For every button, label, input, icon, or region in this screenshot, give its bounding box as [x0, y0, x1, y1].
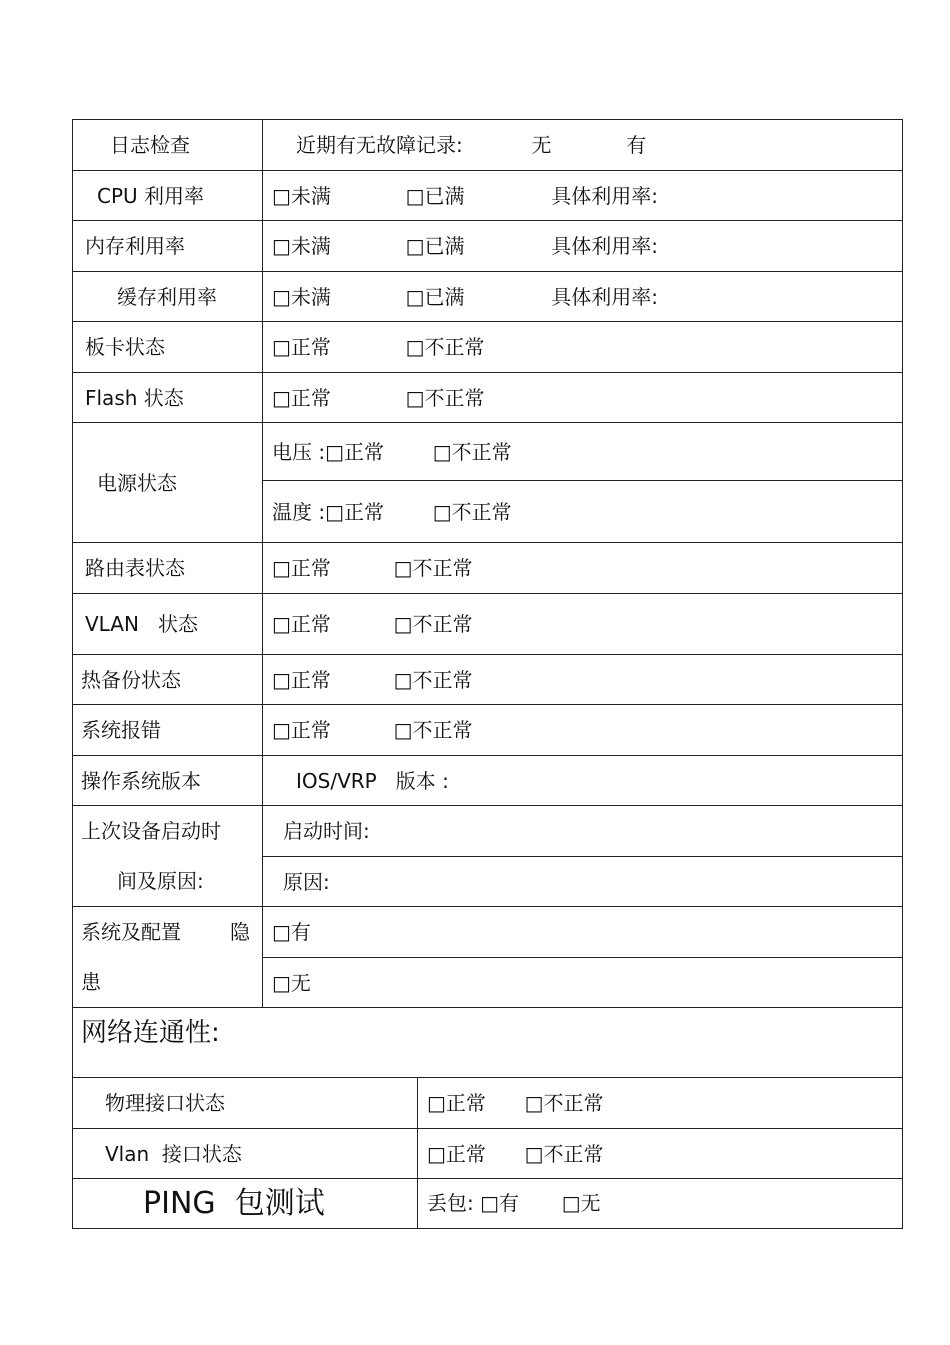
row-cache [73, 272, 903, 322]
phys-option-abnormal[interactable]: □不正常 [524, 1091, 604, 1115]
label-cache: 缓存利用率 [117, 284, 217, 309]
label-vlan: VLAN 状态 [85, 612, 198, 636]
boot-reason-label: 原因: [283, 869, 330, 894]
label-risk-c: 患 [81, 970, 101, 994]
log-option-has[interactable]: 有 [626, 133, 647, 157]
vlanif-option-normal[interactable]: □正常 [427, 1141, 486, 1166]
row-log-check [73, 120, 903, 171]
label-vlan-interface: Vlan 接口状态 [105, 1141, 242, 1166]
cache-option-notfull[interactable]: □未满 [272, 284, 331, 309]
label-boot-line1: 上次设备启动时 [81, 819, 221, 843]
row-flash [73, 373, 903, 423]
label-log-check: 日志检查 [110, 133, 190, 157]
vlanif-option-abnormal[interactable]: □不正常 [524, 1141, 604, 1166]
voltage-option-normal[interactable]: □正常 [325, 439, 385, 464]
network-table [72, 1007, 903, 1229]
label-board: 板卡状态 [85, 335, 165, 359]
label-ping: PING 包测试 [143, 1185, 325, 1221]
label-cpu: CPU 利用率 [97, 183, 205, 208]
log-question: 近期有无故障记录: [296, 133, 463, 157]
row-route [73, 543, 903, 594]
temp-prefix: 温度 : [272, 499, 326, 524]
flash-option-normal[interactable]: □正常 [272, 385, 331, 410]
row-vlan [73, 594, 903, 655]
row-ping [73, 1179, 903, 1229]
vlan-option-normal[interactable]: □正常 [272, 612, 331, 636]
row-power-voltage [73, 423, 903, 481]
row-memory [73, 221, 903, 272]
temp-option-normal[interactable]: □正常 [325, 499, 385, 524]
board-option-abnormal[interactable]: □不正常 [405, 335, 485, 359]
mem-usage-label: 具体利用率: [551, 234, 658, 258]
label-risk-b: 隐 [230, 920, 250, 944]
syserr-option-normal[interactable]: □正常 [272, 718, 331, 742]
inspection-form [72, 119, 902, 1229]
row-boot-time [73, 806, 903, 857]
cpu-option-notfull[interactable]: □未满 [272, 183, 331, 208]
mem-option-notfull[interactable]: □未满 [272, 234, 331, 258]
label-os: 操作系统版本 [81, 768, 201, 793]
cache-option-full[interactable]: □已满 [405, 284, 465, 309]
label-boot-line2: 间及原因: [117, 869, 204, 893]
syserr-option-abnormal[interactable]: □不正常 [393, 718, 473, 742]
route-option-normal[interactable]: □正常 [272, 556, 331, 580]
label-syserr: 系统报错 [81, 718, 161, 742]
route-option-abnormal[interactable]: □不正常 [393, 556, 473, 580]
row-hotbackup [73, 655, 903, 705]
hotbackup-option-normal[interactable]: □正常 [272, 667, 331, 692]
row-board [73, 322, 903, 373]
label-power: 电源状态 [97, 470, 177, 495]
risk-option-has[interactable]: □有 [272, 920, 311, 944]
risk-option-none[interactable]: □无 [272, 970, 311, 995]
row-risk-has [73, 907, 903, 958]
vlan-option-abnormal[interactable]: □不正常 [393, 612, 473, 636]
device-check-table [72, 119, 903, 1008]
temp-option-abnormal[interactable]: □不正常 [432, 499, 512, 524]
label-memory: 内存利用率 [85, 234, 185, 258]
label-flash: Flash 状态 [85, 385, 184, 410]
label-risk-a: 系统及配置 [81, 920, 181, 944]
label-hotbackup: 热备份状态 [81, 667, 181, 692]
ping-option-has[interactable]: □有 [480, 1191, 520, 1215]
mem-option-full[interactable]: □已满 [405, 234, 465, 258]
cpu-option-full[interactable]: □已满 [405, 183, 465, 208]
row-network-heading [73, 1008, 903, 1078]
os-version-label: IOS/VRP 版本 : [296, 768, 449, 793]
ping-loss-prefix: 丢包: [427, 1191, 474, 1215]
flash-option-abnormal[interactable]: □不正常 [405, 385, 485, 410]
row-vlan-interface [73, 1129, 903, 1179]
boot-time-label: 启动时间: [283, 819, 370, 843]
label-phys-interface: 物理接口状态 [105, 1091, 225, 1115]
cache-usage-label: 具体利用率: [551, 284, 658, 309]
phys-option-normal[interactable]: □正常 [427, 1091, 486, 1115]
row-os [73, 756, 903, 806]
row-syserr [73, 705, 903, 756]
hotbackup-option-abnormal[interactable]: □不正常 [393, 667, 473, 692]
network-heading: 网络连通性: [81, 1018, 220, 1048]
voltage-prefix: 电压 : [272, 439, 326, 464]
label-route: 路由表状态 [85, 556, 185, 580]
board-option-normal[interactable]: □正常 [272, 335, 331, 359]
cpu-usage-label: 具体利用率: [551, 183, 658, 208]
log-option-none[interactable]: 无 [531, 133, 552, 157]
ping-option-none[interactable]: □无 [561, 1191, 601, 1215]
voltage-option-abnormal[interactable]: □不正常 [432, 439, 512, 464]
row-phys-interface [73, 1078, 903, 1129]
row-cpu [73, 171, 903, 221]
